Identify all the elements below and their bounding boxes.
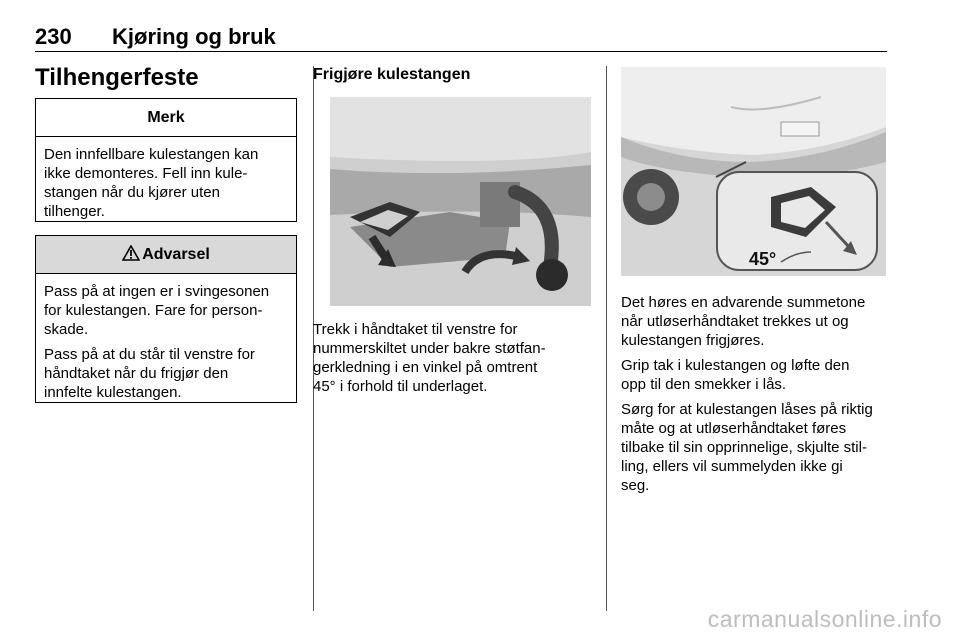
text-line: måte og at utløserhåndtaket føres (621, 420, 847, 437)
note-line: tilhenger. (44, 203, 105, 220)
tow-bar-release-illustration (330, 97, 591, 306)
instruction-paragraph (621, 293, 889, 350)
note-heading: Merk (36, 99, 296, 137)
text-line: Grip tak i kulestangen og løfte den (621, 357, 850, 374)
note-line: Den innfellbare kulestangen kan (44, 146, 259, 163)
note-line: stangen når du kjører uten (44, 184, 220, 201)
text-line: Det høres en advarende summetone (621, 294, 866, 311)
angle-label: 45° (749, 249, 777, 269)
text-line: opp til den smekker i lås. (621, 376, 787, 393)
warning-body (36, 274, 296, 402)
text-line: tilbake til sin opprinnelige, skjulte stil- (621, 439, 867, 456)
note-body (36, 137, 296, 221)
text-line: Trekk i håndtaket til venstre for (313, 321, 518, 338)
text-line: seg. (621, 477, 650, 494)
note-box (35, 98, 297, 222)
text-line: når utløserhåndtaket trekkes ut og (621, 313, 849, 330)
page-number: 230 (35, 24, 72, 49)
instruction-paragraph (621, 356, 889, 394)
warning-header (36, 236, 296, 274)
middle-instructions (313, 320, 595, 396)
text-line: innfelte kulestangen. (44, 384, 182, 401)
running-title: Kjøring og bruk (112, 24, 276, 49)
header-rule (35, 51, 887, 52)
warning-paragraph (44, 345, 288, 402)
text-line: ling, ellers vil summelyden ikke gi (621, 458, 843, 475)
text-line: 45° i forhold til underlaget. (313, 378, 488, 395)
warning-triangle-icon (122, 245, 140, 261)
column-divider (606, 66, 607, 611)
text-line: Sørg for at kulestangen låses på riktig (621, 401, 873, 418)
instruction-paragraph (313, 320, 595, 396)
warning-box (35, 235, 297, 403)
rear-bumper-illustration (621, 67, 886, 276)
text-line: gerkledning i en vinkel på omtrent (313, 359, 538, 376)
text-line: Pass på at du står til venstre for (44, 346, 255, 363)
text-line: skade. (44, 321, 89, 338)
watermark: carmanualsonline.info (707, 606, 942, 632)
note-line: ikke demonteres. Fell inn kule- (44, 165, 248, 182)
instruction-paragraph (621, 400, 889, 495)
text-line: håndtaket når du frigjør den (44, 365, 229, 382)
subheading: Frigjøre kulestangen (313, 66, 471, 83)
text-line: nummerskiltet under bakre støtfan- (313, 340, 546, 357)
section-title: Tilhengerfeste (35, 64, 199, 91)
warning-heading: Advarsel (142, 246, 210, 263)
text-line: Pass på at ingen er i svingesonen (44, 283, 270, 300)
text-line: kulestangen frigjøres. (621, 332, 765, 349)
warning-paragraph (44, 282, 288, 339)
right-instructions (621, 293, 889, 501)
text-line: for kulestangen. Fare for person- (44, 302, 263, 319)
